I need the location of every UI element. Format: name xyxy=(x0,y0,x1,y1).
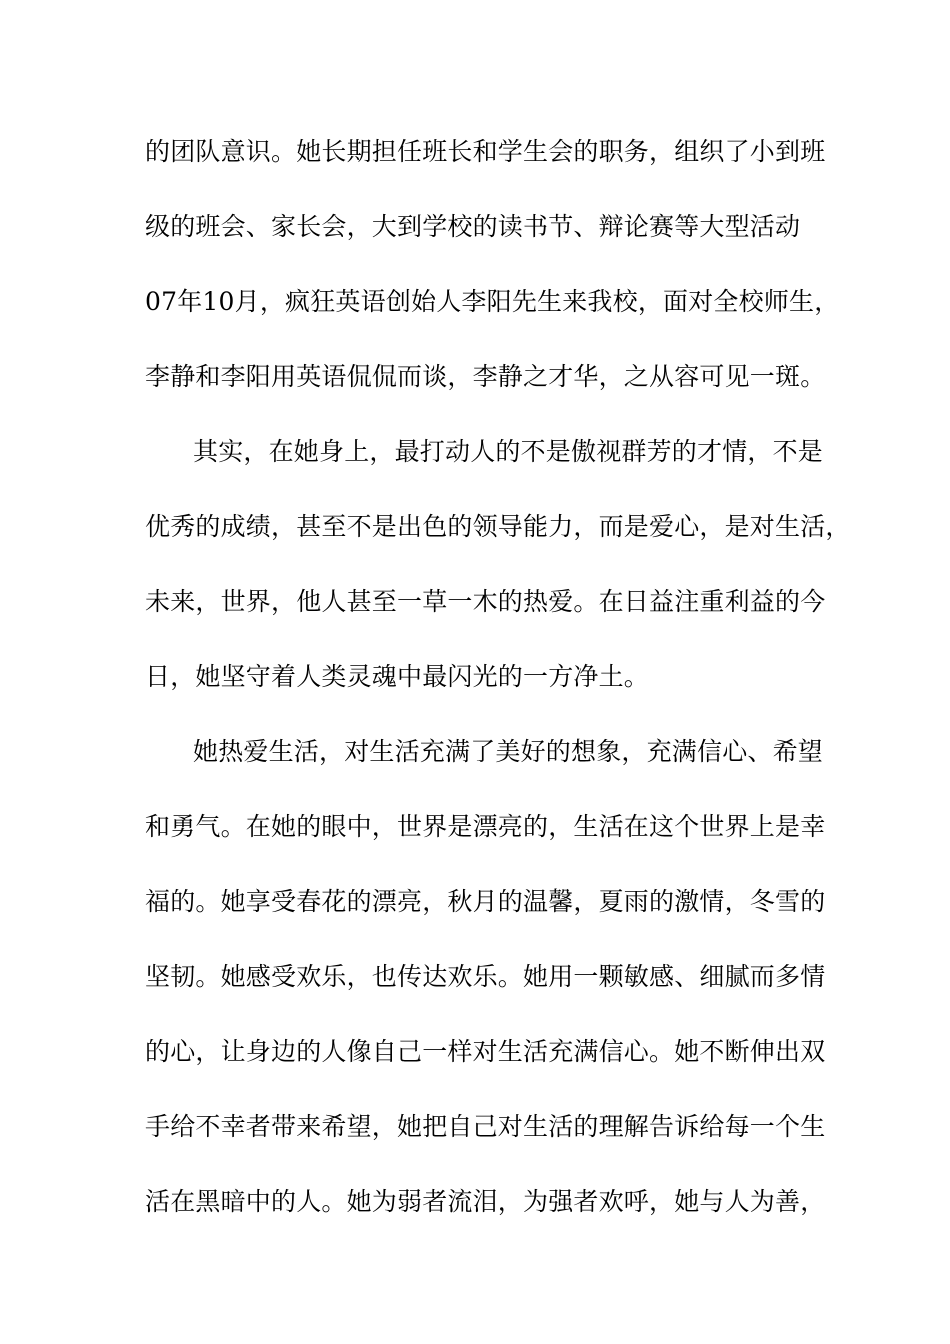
text-line-3: 07年10月，疯狂英语创始人李阳先生来我校，面对全校师生， xyxy=(145,287,840,316)
text-line-1: 的团队意识。她长期担任班长和学生会的职务，组织了小到班 xyxy=(145,137,826,166)
text-line-12: 坚韧。她感受欢乐，也传达欢乐。她用一颗敏感、细腻而多情 xyxy=(145,962,826,991)
text-line-6: 优秀的成绩，甚至不是出色的领导能力，而是爱心，是对生活， xyxy=(145,512,851,541)
text-line-13: 的心，让身边的人像自己一样对生活充满信心。她不断伸出双 xyxy=(145,1037,826,1066)
text-line-5: 其实，在她身上，最打动人的不是傲视群芳的才情，不是 xyxy=(193,437,824,466)
text-line-4: 李静和李阳用英语侃侃而谈，李静之才华，之从容可见一斑。 xyxy=(145,362,826,391)
text-line-9: 她热爱生活，对生活充满了美好的想象，充满信心、希望 xyxy=(193,737,824,766)
text-line-14: 手给不幸者带来希望，她把自己对生活的理解告诉给每一个生 xyxy=(145,1112,826,1141)
text-line-2: 级的班会、家长会，大到学校的读书节、辩论赛等大型活动 xyxy=(145,212,801,241)
text-line-15: 活在黑暗中的人。她为弱者流泪，为强者欢呼，她与人为善， xyxy=(145,1187,826,1216)
text-line-7: 未来，世界，他人甚至一草一木的热爱。在日益注重利益的今 xyxy=(145,587,826,616)
text-line-8: 日，她坚守着人类灵魂中最闪光的一方净土。 xyxy=(145,662,650,691)
text-line-11: 福的。她享受春花的漂亮，秋月的温馨，夏雨的激情，冬雪的 xyxy=(145,887,826,916)
text-line-10: 和勇气。在她的眼中，世界是漂亮的，生活在这个世界上是幸 xyxy=(145,812,826,841)
